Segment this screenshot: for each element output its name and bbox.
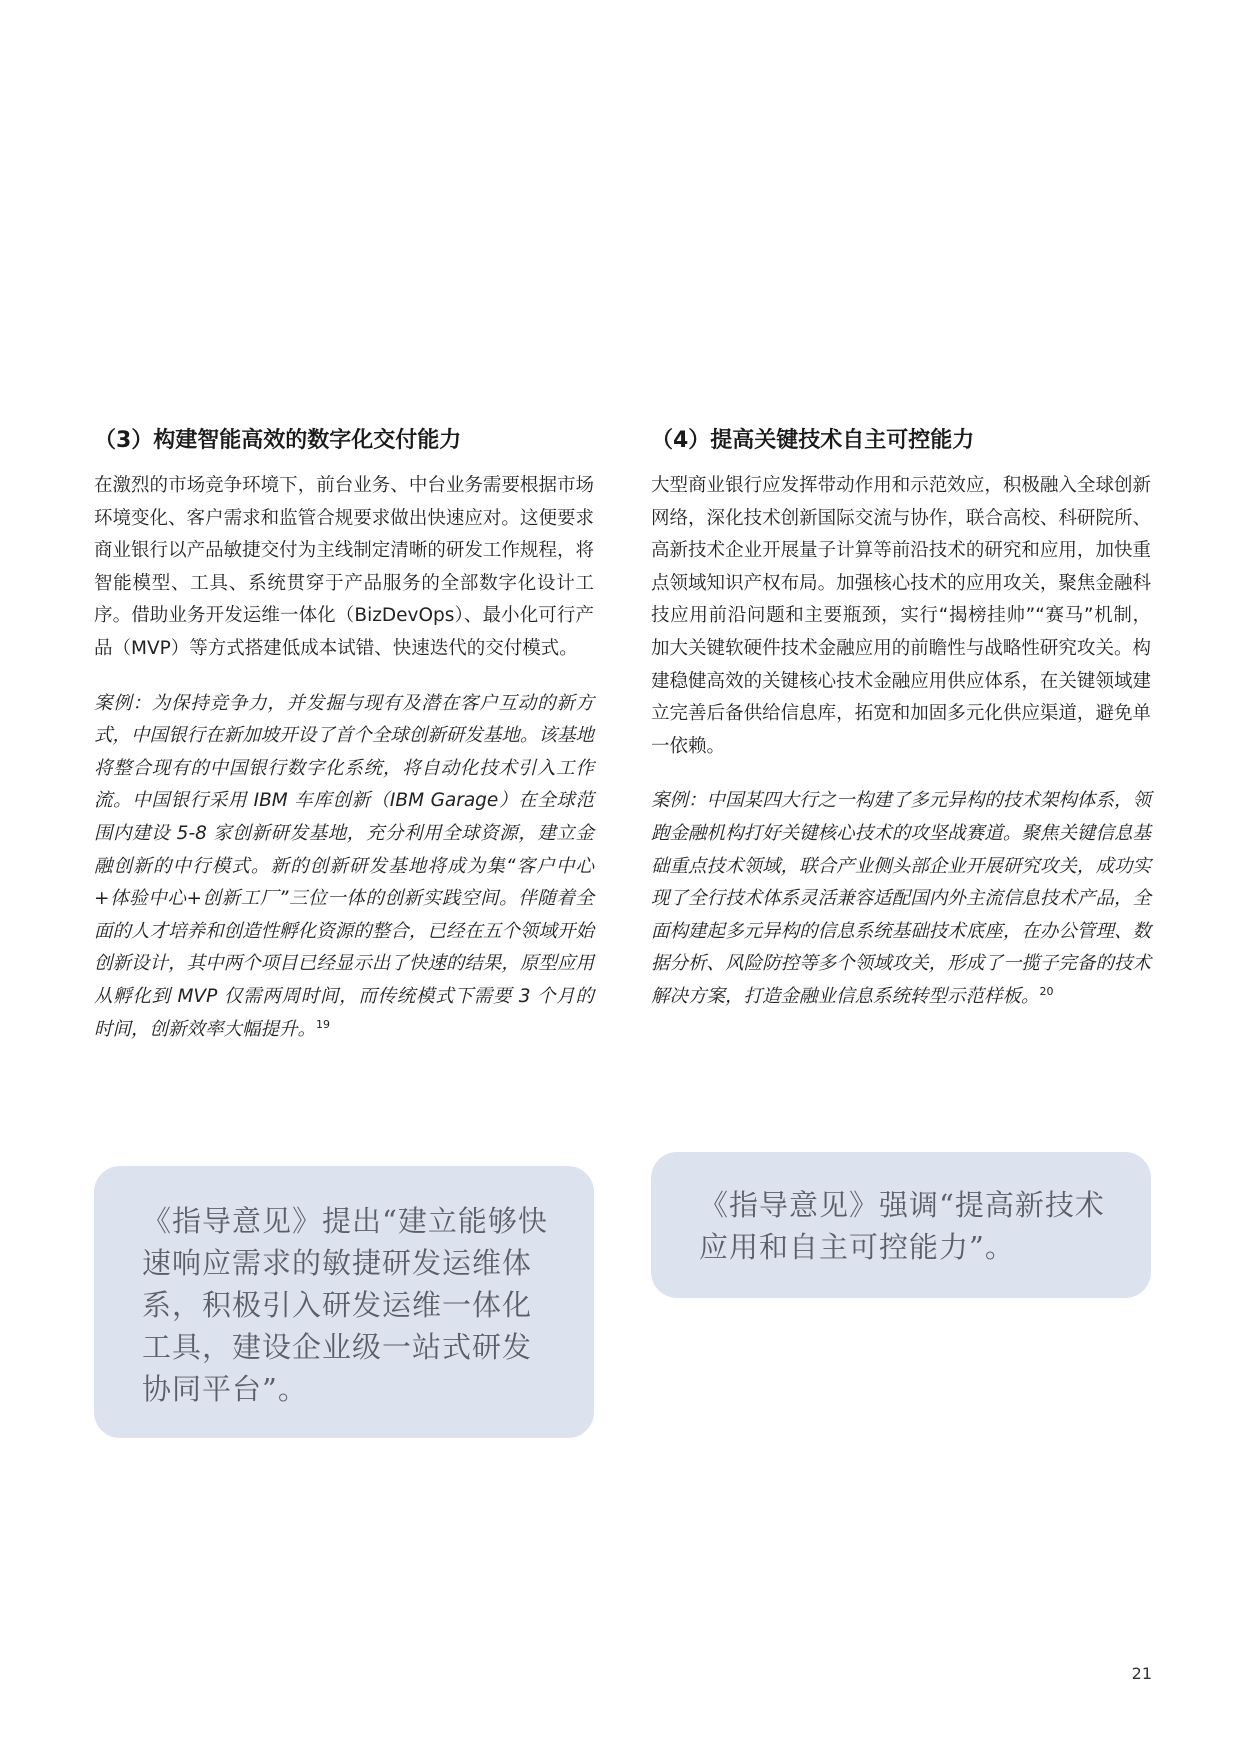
right-column	[651, 424, 1151, 1014]
section-heading-4: （4）提高关键技术自主可控能力	[651, 428, 975, 453]
callout-quote: 《指导意见》提出“建立能够快速响应需求的敏捷研发运维体系，积极引入研发运维一体化工具，建设企业级一站式研发协同平台”。	[142, 1204, 548, 1406]
callout-box-right	[651, 1152, 1151, 1298]
case-study	[94, 688, 594, 1047]
case-study	[651, 785, 1151, 1013]
case-study-text: 案例：中国某四大行之一构建了多元异构的技术架构体系，领跑金融机构打好关键核心技术的攻坚战赛道。聚焦关键信息基础重点技术领域，联合产业侧头部企业开展研究攻关，成功实现了全行技术体系灵活兼容适配国内外主流信息技术产品，全面构建起多元异构的信息系统基础技术底座，在办公管理、数据分析、风险防控等多个领域攻关，形成了一揽子完备的技术解决方案，打造金融业信息系统转型示范样板。	[651, 790, 1151, 1007]
callout-box-left	[94, 1166, 594, 1438]
footnote-ref: 19	[316, 1017, 331, 1031]
section-body: 在激烈的市场竞争环境下，前台业务、中台业务需要根据市场环境变化、客户需求和监管合规要求做出快速应对。这便要求商业银行以产品敏捷交付为主线制定清晰的研发工作规程，将智能模型、工具、系统贯穿于产品服务的全部数字化设计工序。借助业务开发运维一体化（BizDevOps）、最小化可行产品（MVP）等方式搭建低成本试错、快速迭代的交付模式。	[94, 475, 594, 659]
section-body: 大型商业银行应发挥带动作用和示范效应，积极融入全球创新网络，深化技术创新国际交流与协作，联合高校、科研院所、高新技术企业开展量子计算等前沿技术的研究和应用，加快重点领域知识产权布局。加强核心技术的应用攻关，聚焦金融科技应用前沿问题和主要瓶颈，实行“揭榜挂帅”“赛马”机制，加大关键软硬件技术金融应用的前瞻性与战略性研究攻关。构建稳健高效的关键核心技术金融应用供应体系，在关键领域建立完善后备供给信息库，拓宽和加固多元化供应渠道，避免单一依赖。	[651, 475, 1151, 757]
case-study-text: 案例：为保持竞争力，并发掘与现有及潜在客户互动的新方式，中国银行在新加坡开设了首个全球创新研发基地。该基地将整合现有的中国银行数字化系统，将自动化技术引入工作流。中国银行采用 IBM 车库创新（IBM Garage）在全球范围内建设 5-8 家创新研发基地，充分利用全球资源，建立金融创新的中行模式。新的创新研发基地将成为集“客户中心+体验中心+创新工厂”三位一体的创新实践空间。伴随着全面的人才培养和创造性孵化资源的整合，已经在五个领域开始创新设计，其中两个项目已经显示出了快速的结果，原型应用从孵化到 MVP 仅需两周时间，而传统模式下需要 3 个月的时间，创新效率大幅提升。	[94, 692, 594, 1040]
footnote-ref: 20	[1039, 984, 1054, 998]
left-column	[94, 424, 594, 1046]
page-number: 21	[1131, 1664, 1152, 1683]
callout-quote: 《指导意见》强调“提高新技术应用和自主可控能力”。	[699, 1188, 1105, 1264]
section-heading-3: （3）构建智能高效的数字化交付能力	[94, 428, 462, 453]
